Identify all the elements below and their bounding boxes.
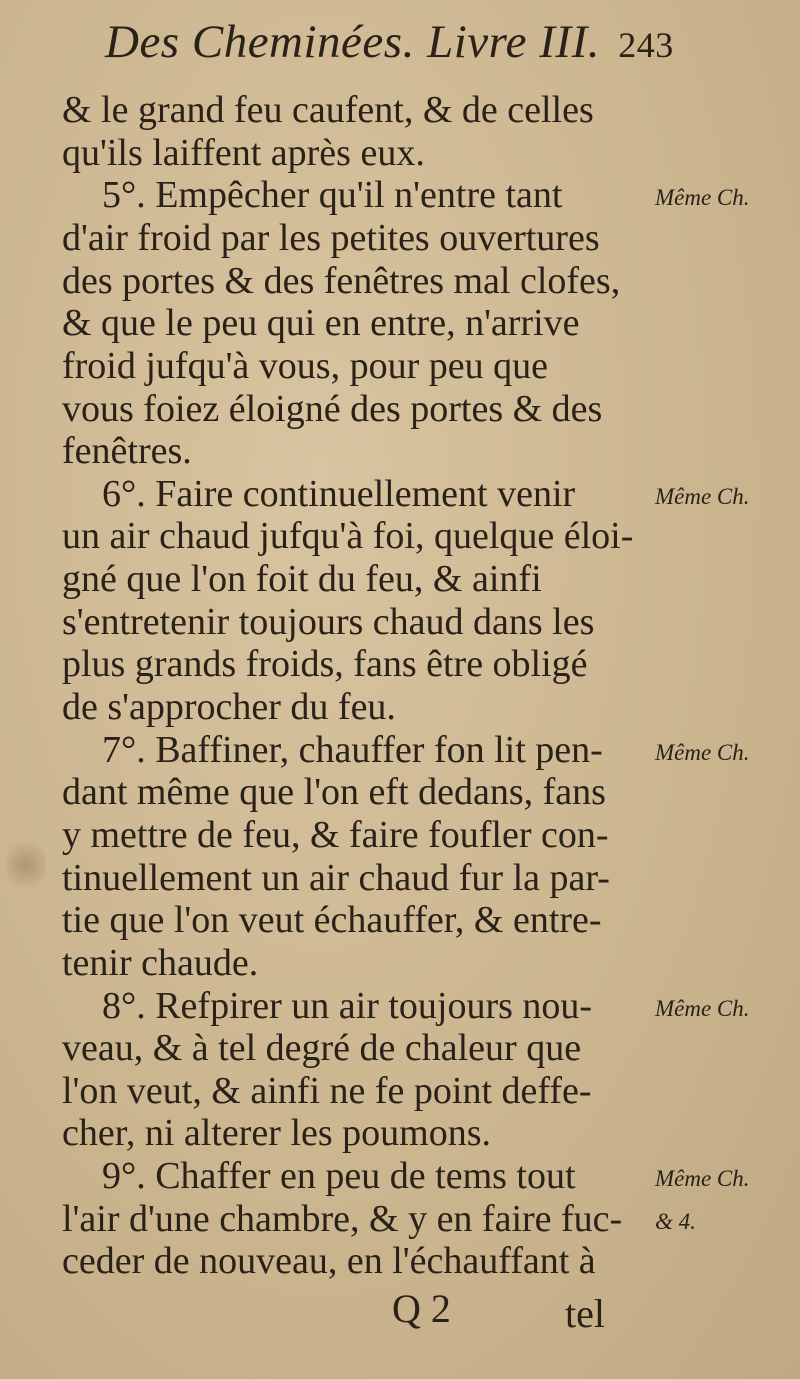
text-line: 9°. Chaffer en peu de tems tout [102,1155,576,1198]
text-line: 6°. Faire continuellement venir [102,472,576,515]
text-line: fenêtres. [62,430,192,473]
text-line: tenir chaude. [62,941,259,984]
text-line: qu'ils laiffent après eux. [62,131,425,174]
header-title: Des Cheminées. Livre III. [105,16,600,68]
text-line: plus grands froids, fans être obligé [62,643,588,686]
text-line: s'entretenir toujours chaud dans les [62,600,595,643]
text-line: des portes & des fenêtres mal clofes, [62,259,621,302]
text-line: dant même que l'on eft dedans, fans [62,771,606,814]
text-line: d'air froid par les petites ouvertures [62,216,600,259]
margin-note: Même Ch. [655,739,750,765]
text-line: veau, & à tel degré de chaleur que [62,1027,582,1070]
text-line: 7°. Baffiner, chauffer fon lit pen- [102,728,603,771]
margin-note: Même Ch. [655,995,750,1021]
margin-note: & 4. [655,1208,696,1234]
text-line: vous foiez éloigné des portes & des [62,387,603,430]
text-line: & que le peu qui en entre, n'arrive [62,302,580,345]
text-line: froid jufqu'à vous, pour peu que [62,344,548,387]
text-line: cher, ni alterer les poumons. [62,1112,492,1155]
text-line: un air chaud jufqu'à foi, quelque éloi- [62,515,634,558]
margin-note: Même Ch. [655,185,750,211]
page-stain [6,835,46,895]
text-line: 8°. Refpirer un air toujours nou- [102,984,593,1027]
page-number: 243 [618,25,674,65]
text-line: tinuellement un air chaud fur la par- [62,856,610,899]
text-line: l'on veut, & ainfi ne fe point deffe- [62,1069,592,1112]
margin-note: Même Ch. [655,483,750,509]
text-line: 5°. Empêcher qu'il n'entre tant [102,174,563,217]
signature-mark: Q 2 [392,1286,451,1331]
text-line: de s'approcher du feu. [62,686,396,728]
running-header [105,14,674,73]
text-line: gné que l'on foit du feu, & ainfi [62,558,542,601]
text-line: ceder de nouveau, en l'échauffant à [62,1240,596,1283]
margin-note: Même Ch. [655,1166,750,1192]
catchword: tel [565,1291,605,1336]
text-line: & le grand feu caufent, & de celles [62,89,594,131]
text-line: tie que l'on veut échauffer, & entre- [62,899,602,942]
text-line: y mettre de feu, & faire foufler con- [62,813,609,856]
text-line: l'air d'une chambre, & y en faire fuc- [62,1197,623,1240]
